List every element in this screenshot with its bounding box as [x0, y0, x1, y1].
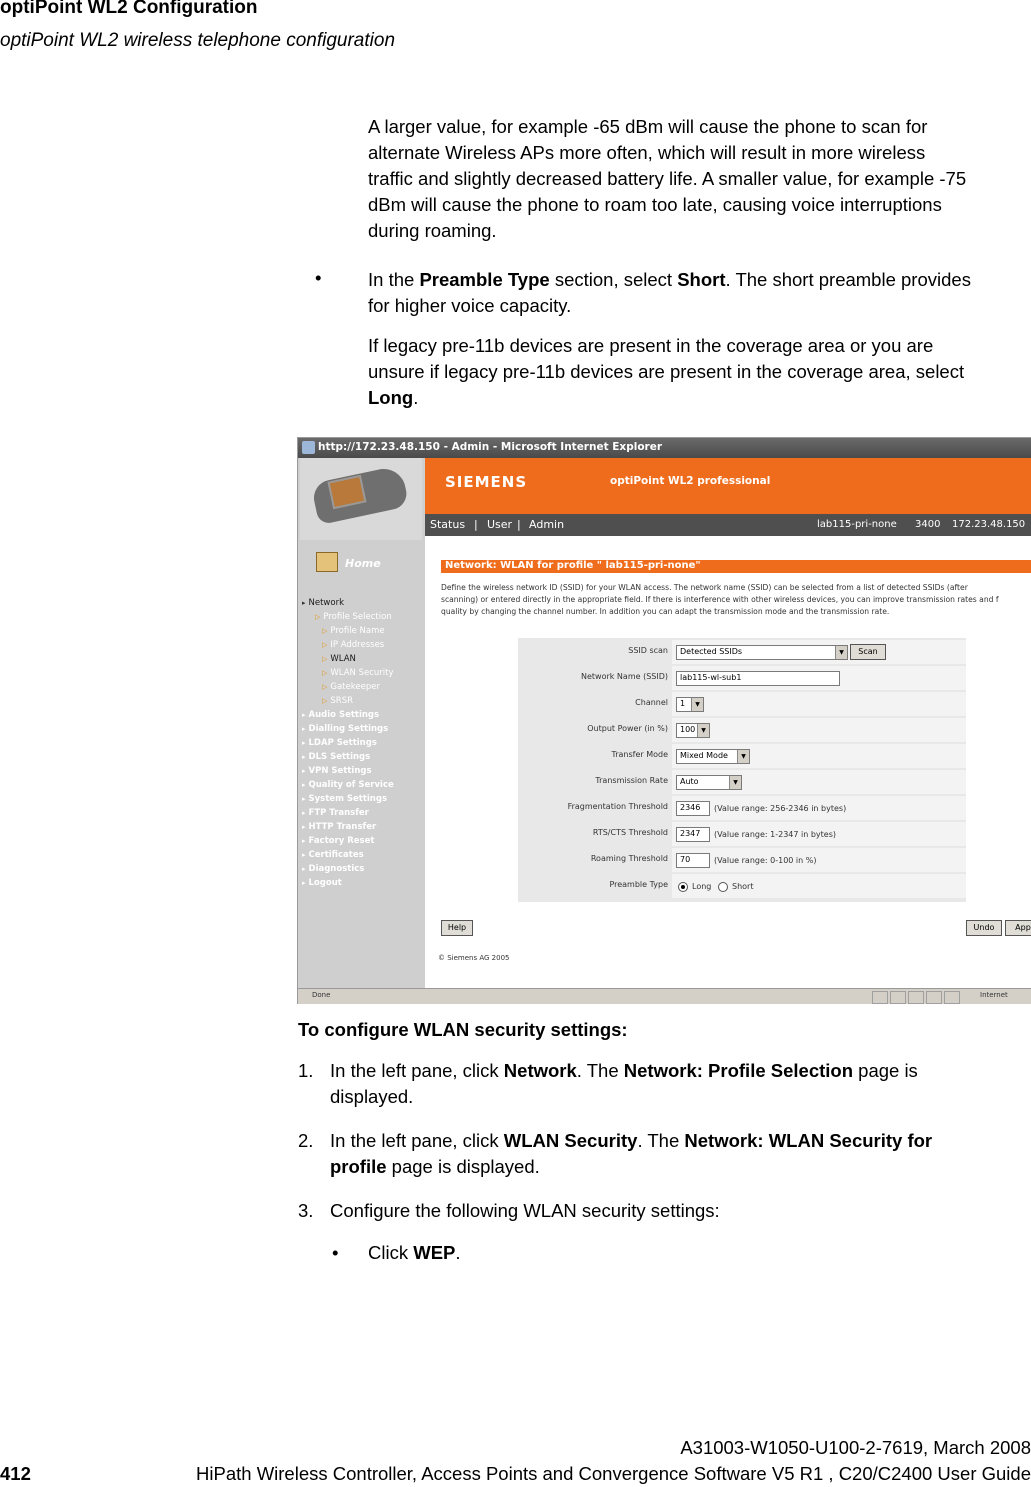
status-text: Done [312, 991, 331, 999]
page-header-title: optiPoint WL2 Configuration [0, 0, 258, 18]
step-2-text: In the left pane, click WLAN Security. The Network: WLAN Security for profile page is displayed. [330, 1130, 933, 1177]
nav-profile-selection[interactable]: ▷ Profile Selection [315, 612, 392, 622]
preamble-short-label: Short [732, 882, 754, 891]
step-number: 3. [298, 1200, 314, 1221]
preamble-short-radio[interactable] [718, 882, 728, 892]
page-number: 412 [0, 1463, 31, 1484]
browser-window-title: http://172.23.48.150 - Admin - Microsoft Internet Explorer [318, 441, 663, 453]
nav-arrow-icon: ▷ [322, 697, 328, 705]
nav-ldap-settings[interactable]: ▸ LDAP Settings [302, 738, 377, 748]
siemens-logo: SIEMENS [445, 473, 528, 491]
nav-dialling-settings[interactable]: ▸ Dialling Settings [302, 724, 389, 734]
transfer-mode-select[interactable]: Mixed Mode ▼ [676, 749, 750, 764]
tab-status[interactable]: Status [430, 518, 466, 531]
product-name: optiPoint WL2 professional [610, 475, 771, 487]
step-1-text: In the left pane, click Network. The Network: Profile Selection page is displayed. [330, 1060, 918, 1107]
intro-line-5: during roaming. [368, 220, 497, 241]
ie-icon [302, 441, 315, 454]
home-link[interactable]: Home [345, 557, 381, 570]
transmission-rate-label: Transmission Rate [595, 776, 668, 785]
nav-diagnostics[interactable]: ▸ Diagnostics [302, 864, 365, 874]
channel-select[interactable]: 1 ▼ [676, 697, 704, 712]
step-number: 2. [298, 1130, 314, 1151]
legacy-term: Long [368, 387, 414, 408]
intro-line-3: traffic and slightly decreased battery life. A smaller value, for example -75 [368, 168, 967, 189]
copyright: © Siemens AG 2005 [438, 954, 510, 962]
ssid-scan-label: SSID scan [628, 646, 668, 655]
tab-admin[interactable]: Admin [529, 518, 565, 531]
ssid-scan-row [518, 640, 966, 664]
nav-arrow-icon: ▷ [322, 655, 328, 663]
preamble-value: Short [677, 269, 726, 290]
preamble-label: Preamble Type [609, 880, 668, 889]
section-heading: To configure WLAN security settings: [298, 1019, 628, 1040]
nav-dls-settings[interactable]: ▸ DLS Settings [302, 752, 371, 762]
channel-label: Channel [635, 698, 668, 707]
roaming-label: Roaming Threshold [590, 854, 668, 863]
nav-arrow-icon: ▷ [322, 683, 328, 691]
page-header-subtitle: optiPoint WL2 wireless telephone configuration [0, 30, 396, 51]
roaming-hint: (Value range: 0-100 in %) [714, 856, 817, 865]
nav-system-settings[interactable]: ▸ System Settings [302, 794, 388, 804]
tab-user[interactable]: User [487, 518, 513, 531]
nav-arrow-icon: ▸ [302, 823, 306, 831]
output-power-select[interactable]: 100 ▼ [676, 723, 710, 738]
nav-arrow-icon: ▸ [302, 851, 306, 859]
legacy-line-1: If legacy pre-11b devices are present in the coverage area or you are [368, 335, 934, 356]
wlan-settings-form [518, 638, 966, 902]
nav-ftp-transfer[interactable]: ▸ FTP Transfer [302, 808, 369, 818]
nav-arrow-icon: ▸ [302, 725, 306, 733]
transfer-mode-label: Transfer Mode [611, 750, 668, 759]
nav-arrow-icon: ▸ [302, 795, 306, 803]
page-description [441, 582, 1031, 618]
transmission-rate-select[interactable]: Auto ▼ [676, 775, 742, 790]
nav-profile-name[interactable]: ▷ Profile Name [322, 626, 385, 636]
undo-button[interactable]: Undo [966, 920, 1002, 936]
zone-text: Internet [980, 991, 1008, 999]
bullet-marker: • [315, 267, 322, 288]
tab-separator: | [474, 518, 478, 531]
nav-arrow-icon: ▸ [302, 767, 306, 775]
step-3-text: Configure the following WLAN security settings: [330, 1200, 720, 1221]
nav-arrow-icon: ▷ [315, 613, 321, 621]
nav-arrow-icon: ▸ [302, 711, 306, 719]
description-line: scanning) or entered directly in the appropriate field. If there is interference with other wireless devices, you can improve transmission rates and f [441, 595, 999, 604]
legacy-paragraph [368, 333, 964, 411]
nav-arrow-icon: ▸ [302, 781, 306, 789]
network-name-input[interactable]: lab115-wl-sub1 [676, 671, 840, 686]
network-name-label: Network Name (SSID) [580, 672, 668, 681]
embedded-screenshot [297, 437, 1031, 1004]
preamble-line2: for higher voice capacity. [368, 295, 572, 316]
channel-row [518, 692, 966, 716]
nav-arrow-icon: ▸ [302, 599, 306, 607]
nav-arrow-icon: ▷ [322, 627, 328, 635]
description-line: Define the wireless network ID (SSID) for your WLAN access. The network name (SSID) can be selected from a list of detected SSIDs (after [441, 583, 968, 592]
rts-cts-row [518, 822, 966, 846]
roaming-row [518, 848, 966, 872]
preamble-bullet-text [368, 267, 971, 319]
legacy-line-2: unsure if legacy pre-11b devices are present in the coverage area, select [368, 361, 965, 382]
chevron-down-icon: ▼ [737, 750, 749, 763]
nav-quality-of-service[interactable]: ▸ Quality of Service [302, 780, 394, 790]
step-1-page: Network: Profile Selection [623, 1060, 854, 1081]
phone-image [300, 458, 422, 540]
transmission-rate-row [518, 770, 966, 794]
top-nav-bar [425, 514, 1031, 536]
nav-arrow-icon: ▸ [302, 739, 306, 747]
nav-arrow-icon: ▷ [322, 669, 328, 677]
nav-arrow-icon: ▸ [302, 837, 306, 845]
nav-arrow-icon: ▸ [302, 753, 306, 761]
fragmentation-row [518, 796, 966, 820]
nav-ip-addresses[interactable]: ▷ IP Addresses [322, 640, 385, 650]
nav-wlan[interactable]: ▷ WLAN [322, 654, 356, 664]
transfer-mode-row [518, 744, 966, 768]
network-name-row [518, 666, 966, 690]
fragmentation-input[interactable]: 2346 [676, 801, 710, 816]
wep-bullet-text: Click WEP. [368, 1242, 461, 1263]
preamble-mid: section, select [549, 269, 678, 290]
chevron-down-icon: ▼ [835, 646, 847, 659]
legacy-end: . [413, 387, 419, 408]
step-2-term: WLAN Security [503, 1130, 638, 1151]
nav-srsr[interactable]: ▷ SRSR [322, 696, 353, 706]
rts-cts-hint: (Value range: 1-2347 in bytes) [714, 830, 837, 839]
brand-banner [425, 458, 1031, 514]
nav-certificates[interactable]: ▸ Certificates [302, 850, 364, 860]
output-power-row [518, 718, 966, 742]
nav-vpn-settings[interactable]: ▸ VPN Settings [302, 766, 372, 776]
nav-arrow-icon: ▸ [302, 865, 306, 873]
chevron-down-icon: ▼ [697, 724, 709, 737]
preamble-term: Preamble Type [419, 269, 550, 290]
chevron-down-icon: ▼ [691, 698, 703, 711]
wep-term: WEP [413, 1242, 456, 1263]
help-button[interactable]: Help [441, 920, 473, 936]
bullet-marker: • [332, 1242, 339, 1263]
intro-line-1: A larger value, for example -65 dBm will cause the phone to scan for [368, 116, 928, 137]
nav-wlan-security[interactable]: ▷ WLAN Security [322, 668, 394, 678]
nav-factory-reset[interactable]: ▸ Factory Reset [302, 836, 375, 846]
nav-arrow-icon: ▸ [302, 809, 306, 817]
extension-number: 3400 [915, 519, 941, 530]
current-profile: lab115-pri-none [817, 519, 897, 530]
nav-audio-settings[interactable]: ▸ Audio Settings [302, 710, 380, 720]
intro-line-4: dBm will cause the phone to roam too late, causing voice interruptions [368, 194, 942, 215]
left-nav-pane [298, 458, 425, 988]
phone-ip: 172.23.48.150 [952, 519, 1026, 530]
apply-button[interactable]: App [1005, 920, 1031, 936]
scan-button[interactable]: Scan [850, 644, 886, 660]
step-1-term: Network [503, 1060, 577, 1081]
browser-statusbar [298, 988, 1031, 1004]
nav-arrow-icon: ▷ [322, 641, 328, 649]
nav-http-transfer[interactable]: ▸ HTTP Transfer [302, 822, 377, 832]
preamble-long-label: Long [692, 882, 712, 891]
nav-arrow-icon: ▸ [302, 879, 306, 887]
intro-paragraph [368, 114, 966, 244]
chevron-down-icon: ▼ [729, 776, 741, 789]
footer-doc-id: A31003-W1050-U100-2-7619, March 2008 [680, 1437, 1031, 1458]
home-icon[interactable] [316, 552, 338, 572]
nav-logout[interactable]: ▸ Logout [302, 878, 342, 888]
preamble-pre: In the [368, 269, 420, 290]
preamble-post: . The short preamble provides [725, 269, 971, 290]
description-line: quality by changing the channel number. In addition you can adapt the transmission mode and the transmission rate. [441, 607, 890, 616]
ssid-scan-select[interactable]: Detected SSIDs ▼ [676, 645, 848, 660]
rts-cts-label: RTS/CTS Threshold [592, 828, 668, 837]
footer-guide-title: HiPath Wireless Controller, Access Points and Convergence Software V5 R1 , C20/C2400 User Guide [196, 1463, 1031, 1484]
page-title: Network: WLAN for profile " lab115-pri-none" [441, 560, 1031, 573]
rts-cts-input[interactable]: 2347 [676, 827, 710, 842]
fragmentation-label: Fragmentation Threshold [567, 802, 668, 811]
preamble-row [518, 874, 966, 898]
intro-line-2: alternate Wireless APs more often, which will result in more wireless [368, 142, 926, 163]
browser-titlebar [298, 438, 1031, 458]
main-content [425, 536, 1031, 988]
step-2-page: Network: WLAN Security for [684, 1130, 933, 1151]
nav-network[interactable]: ▸ Network [302, 598, 345, 608]
nav-gatekeeper[interactable]: ▷ Gatekeeper [322, 682, 380, 692]
tab-separator: | [517, 518, 521, 531]
output-power-label: Output Power (in %) [587, 724, 668, 733]
preamble-long-radio[interactable] [678, 882, 688, 892]
fragmentation-hint: (Value range: 256-2346 in bytes) [714, 804, 847, 813]
roaming-input[interactable]: 70 [676, 853, 710, 868]
step-number: 1. [298, 1060, 314, 1081]
